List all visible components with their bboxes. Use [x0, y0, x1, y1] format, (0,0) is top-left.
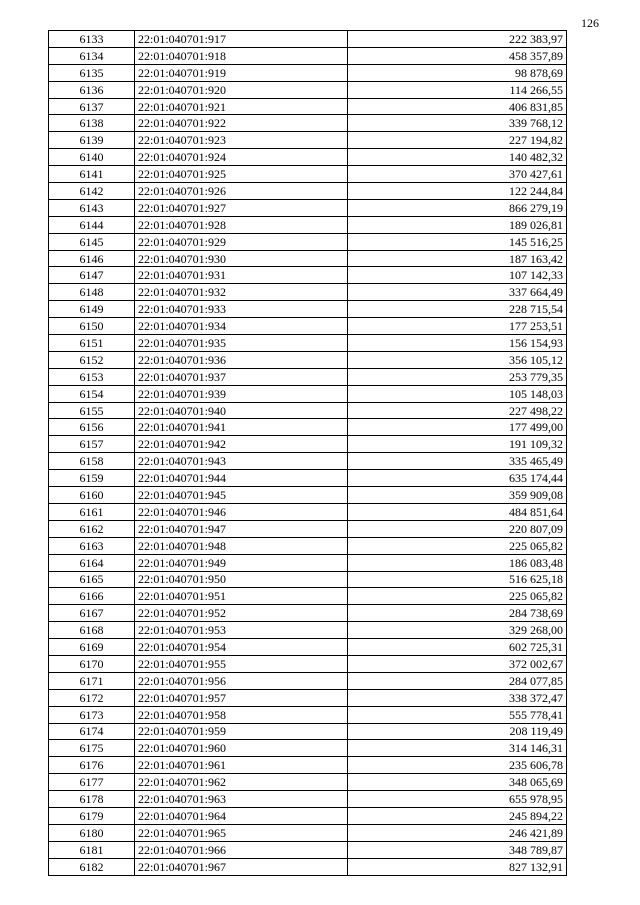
value-cell: 145 516,25	[348, 233, 567, 250]
row-number-cell: 6152	[49, 351, 135, 368]
table-row	[49, 605, 567, 622]
row-number-cell: 6166	[49, 588, 135, 605]
row-number-cell: 6179	[49, 807, 135, 824]
table-row	[49, 453, 567, 470]
row-number-cell: 6165	[49, 571, 135, 588]
value-cell: 284 077,85	[348, 672, 567, 689]
cadastral-number-cell: 22:01:040701:930	[135, 250, 348, 267]
table-row	[49, 267, 567, 284]
value-cell: 177 499,00	[348, 419, 567, 436]
row-number-cell: 6178	[49, 791, 135, 808]
row-number-cell: 6137	[49, 98, 135, 115]
cadastral-number-cell: 22:01:040701:918	[135, 47, 348, 64]
table-row	[49, 622, 567, 639]
cadastral-number-cell: 22:01:040701:947	[135, 520, 348, 537]
row-number-cell: 6148	[49, 284, 135, 301]
cadastral-number-cell: 22:01:040701:949	[135, 554, 348, 571]
table-row	[49, 791, 567, 808]
value-cell: 253 779,35	[348, 368, 567, 385]
table-row	[49, 250, 567, 267]
cadastral-number-cell: 22:01:040701:917	[135, 31, 348, 48]
cadastral-number-cell: 22:01:040701:953	[135, 622, 348, 639]
table-row	[49, 689, 567, 706]
value-cell: 227 498,22	[348, 402, 567, 419]
cadastral-number-cell: 22:01:040701:962	[135, 774, 348, 791]
value-cell: 246 421,89	[348, 824, 567, 841]
table-row	[49, 368, 567, 385]
cadastral-number-cell: 22:01:040701:940	[135, 402, 348, 419]
table-row	[49, 64, 567, 81]
row-number-cell: 6181	[49, 841, 135, 858]
cadastral-number-cell: 22:01:040701:943	[135, 453, 348, 470]
row-number-cell: 6153	[49, 368, 135, 385]
table-row	[49, 740, 567, 757]
row-number-cell: 6136	[49, 81, 135, 98]
cadastral-number-cell: 22:01:040701:945	[135, 487, 348, 504]
value-cell: 235 606,78	[348, 757, 567, 774]
value-cell: 245 894,22	[348, 807, 567, 824]
row-number-cell: 6168	[49, 622, 135, 639]
cadastral-number-cell: 22:01:040701:922	[135, 115, 348, 132]
row-number-cell: 6139	[49, 132, 135, 149]
value-cell: 348 065,69	[348, 774, 567, 791]
cadastral-number-cell: 22:01:040701:929	[135, 233, 348, 250]
value-cell: 122 244,84	[348, 183, 567, 200]
cadastral-number-cell: 22:01:040701:934	[135, 318, 348, 335]
row-number-cell: 6140	[49, 149, 135, 166]
table-row	[49, 335, 567, 352]
table-row	[49, 115, 567, 132]
cadastral-number-cell: 22:01:040701:946	[135, 503, 348, 520]
value-cell: 186 083,48	[348, 554, 567, 571]
table-row	[49, 858, 567, 875]
cadastral-number-cell: 22:01:040701:920	[135, 81, 348, 98]
table-row	[49, 706, 567, 723]
cadastral-number-cell: 22:01:040701:931	[135, 267, 348, 284]
table-row	[49, 807, 567, 824]
cadastral-number-cell: 22:01:040701:951	[135, 588, 348, 605]
row-number-cell: 6149	[49, 301, 135, 318]
value-cell: 484 851,64	[348, 503, 567, 520]
table-row	[49, 183, 567, 200]
page-number: 126	[581, 16, 599, 30]
cadastral-number-cell: 22:01:040701:965	[135, 824, 348, 841]
row-number-cell: 6157	[49, 436, 135, 453]
value-cell: 98 878,69	[348, 64, 567, 81]
cadastral-number-cell: 22:01:040701:954	[135, 639, 348, 656]
cadastral-number-cell: 22:01:040701:948	[135, 537, 348, 554]
row-number-cell: 6145	[49, 233, 135, 250]
row-number-cell: 6169	[49, 639, 135, 656]
value-cell: 156 154,93	[348, 335, 567, 352]
row-number-cell: 6175	[49, 740, 135, 757]
table-row	[49, 419, 567, 436]
value-cell: 225 065,82	[348, 588, 567, 605]
table-row	[49, 284, 567, 301]
cadastral-number-cell: 22:01:040701:955	[135, 655, 348, 672]
value-cell: 107 142,33	[348, 267, 567, 284]
value-cell: 356 105,12	[348, 351, 567, 368]
table-row	[49, 199, 567, 216]
row-number-cell: 6150	[49, 318, 135, 335]
row-number-cell: 6174	[49, 723, 135, 740]
cadastral-number-cell: 22:01:040701:939	[135, 385, 348, 402]
row-number-cell: 6134	[49, 47, 135, 64]
value-cell: 114 266,55	[348, 81, 567, 98]
row-number-cell: 6160	[49, 487, 135, 504]
value-cell: 338 372,47	[348, 689, 567, 706]
value-cell: 866 279,19	[348, 199, 567, 216]
cadastral-number-cell: 22:01:040701:919	[135, 64, 348, 81]
cadastral-number-cell: 22:01:040701:942	[135, 436, 348, 453]
row-number-cell: 6180	[49, 824, 135, 841]
table-row	[49, 233, 567, 250]
table-row	[49, 774, 567, 791]
value-cell: 335 465,49	[348, 453, 567, 470]
table-row	[49, 554, 567, 571]
table-row	[49, 351, 567, 368]
value-cell: 602 725,31	[348, 639, 567, 656]
row-number-cell: 6146	[49, 250, 135, 267]
cadastral-number-cell: 22:01:040701:928	[135, 216, 348, 233]
row-number-cell: 6173	[49, 706, 135, 723]
row-number-cell: 6138	[49, 115, 135, 132]
table-row	[49, 723, 567, 740]
row-number-cell: 6147	[49, 267, 135, 284]
row-number-cell: 6172	[49, 689, 135, 706]
cadastral-number-cell: 22:01:040701:963	[135, 791, 348, 808]
cadastral-number-cell: 22:01:040701:935	[135, 335, 348, 352]
table-row	[49, 166, 567, 183]
value-cell: 339 768,12	[348, 115, 567, 132]
value-cell: 655 978,95	[348, 791, 567, 808]
table-row	[49, 655, 567, 672]
table-row	[49, 402, 567, 419]
row-number-cell: 6170	[49, 655, 135, 672]
value-cell: 348 789,87	[348, 841, 567, 858]
table-row	[49, 588, 567, 605]
row-number-cell: 6161	[49, 503, 135, 520]
row-number-cell: 6163	[49, 537, 135, 554]
value-cell: 177 253,51	[348, 318, 567, 335]
value-cell: 635 174,44	[348, 470, 567, 487]
value-cell: 372 002,67	[348, 655, 567, 672]
value-cell: 329 268,00	[348, 622, 567, 639]
table-row	[49, 503, 567, 520]
cadastral-number-cell: 22:01:040701:957	[135, 689, 348, 706]
value-cell: 191 109,32	[348, 436, 567, 453]
value-cell: 827 132,91	[348, 858, 567, 875]
row-number-cell: 6156	[49, 419, 135, 436]
row-number-cell: 6171	[49, 672, 135, 689]
value-cell: 406 831,85	[348, 98, 567, 115]
table-row	[49, 132, 567, 149]
table-row	[49, 537, 567, 554]
cadastral-number-cell: 22:01:040701:937	[135, 368, 348, 385]
row-number-cell: 6182	[49, 858, 135, 875]
value-cell: 220 807,09	[348, 520, 567, 537]
cadastral-number-cell: 22:01:040701:941	[135, 419, 348, 436]
table-row	[49, 487, 567, 504]
row-number-cell: 6151	[49, 335, 135, 352]
table-row	[49, 639, 567, 656]
value-cell: 227 194,82	[348, 132, 567, 149]
cadastral-number-cell: 22:01:040701:933	[135, 301, 348, 318]
table-row	[49, 520, 567, 537]
cadastral-number-cell: 22:01:040701:959	[135, 723, 348, 740]
row-number-cell: 6158	[49, 453, 135, 470]
row-number-cell: 6167	[49, 605, 135, 622]
value-cell: 208 119,49	[348, 723, 567, 740]
row-number-cell: 6144	[49, 216, 135, 233]
cadastral-number-cell: 22:01:040701:944	[135, 470, 348, 487]
value-cell: 516 625,18	[348, 571, 567, 588]
cadastral-number-cell: 22:01:040701:952	[135, 605, 348, 622]
cadastral-number-cell: 22:01:040701:927	[135, 199, 348, 216]
row-number-cell: 6159	[49, 470, 135, 487]
table-row	[49, 31, 567, 48]
table-row	[49, 470, 567, 487]
cadastral-value-table	[48, 30, 567, 876]
value-cell: 370 427,61	[348, 166, 567, 183]
value-cell: 187 163,42	[348, 250, 567, 267]
table-row	[49, 385, 567, 402]
value-cell: 105 148,03	[348, 385, 567, 402]
value-cell: 284 738,69	[348, 605, 567, 622]
table-row	[49, 672, 567, 689]
cadastral-number-cell: 22:01:040701:960	[135, 740, 348, 757]
cadastral-number-cell: 22:01:040701:925	[135, 166, 348, 183]
row-number-cell: 6155	[49, 402, 135, 419]
row-number-cell: 6162	[49, 520, 135, 537]
cadastral-number-cell: 22:01:040701:956	[135, 672, 348, 689]
table-row	[49, 318, 567, 335]
value-cell: 189 026,81	[348, 216, 567, 233]
table-row	[49, 47, 567, 64]
table-row	[49, 824, 567, 841]
cadastral-number-cell: 22:01:040701:967	[135, 858, 348, 875]
row-number-cell: 6141	[49, 166, 135, 183]
cadastral-number-cell: 22:01:040701:932	[135, 284, 348, 301]
value-cell: 337 664,49	[348, 284, 567, 301]
table-row	[49, 436, 567, 453]
value-cell: 314 146,31	[348, 740, 567, 757]
row-number-cell: 6154	[49, 385, 135, 402]
table-row	[49, 757, 567, 774]
table-row	[49, 216, 567, 233]
row-number-cell: 6143	[49, 199, 135, 216]
value-cell: 225 065,82	[348, 537, 567, 554]
cadastral-number-cell: 22:01:040701:924	[135, 149, 348, 166]
value-cell: 555 778,41	[348, 706, 567, 723]
row-number-cell: 6142	[49, 183, 135, 200]
table-row	[49, 841, 567, 858]
table-row	[49, 149, 567, 166]
cadastral-number-cell: 22:01:040701:964	[135, 807, 348, 824]
row-number-cell: 6164	[49, 554, 135, 571]
row-number-cell: 6177	[49, 774, 135, 791]
value-cell: 222 383,97	[348, 31, 567, 48]
table-row	[49, 81, 567, 98]
row-number-cell: 6135	[49, 64, 135, 81]
cadastral-number-cell: 22:01:040701:926	[135, 183, 348, 200]
table-body	[49, 31, 567, 876]
cadastral-number-cell: 22:01:040701:966	[135, 841, 348, 858]
table-row	[49, 301, 567, 318]
value-cell: 359 909,08	[348, 487, 567, 504]
cadastral-number-cell: 22:01:040701:950	[135, 571, 348, 588]
cadastral-number-cell: 22:01:040701:923	[135, 132, 348, 149]
cadastral-number-cell: 22:01:040701:958	[135, 706, 348, 723]
value-cell: 458 357,89	[348, 47, 567, 64]
value-cell: 140 482,32	[348, 149, 567, 166]
cadastral-number-cell: 22:01:040701:961	[135, 757, 348, 774]
cadastral-number-cell: 22:01:040701:921	[135, 98, 348, 115]
row-number-cell: 6133	[49, 31, 135, 48]
table-row	[49, 98, 567, 115]
value-cell: 228 715,54	[348, 301, 567, 318]
table-row	[49, 571, 567, 588]
row-number-cell: 6176	[49, 757, 135, 774]
cadastral-number-cell: 22:01:040701:936	[135, 351, 348, 368]
